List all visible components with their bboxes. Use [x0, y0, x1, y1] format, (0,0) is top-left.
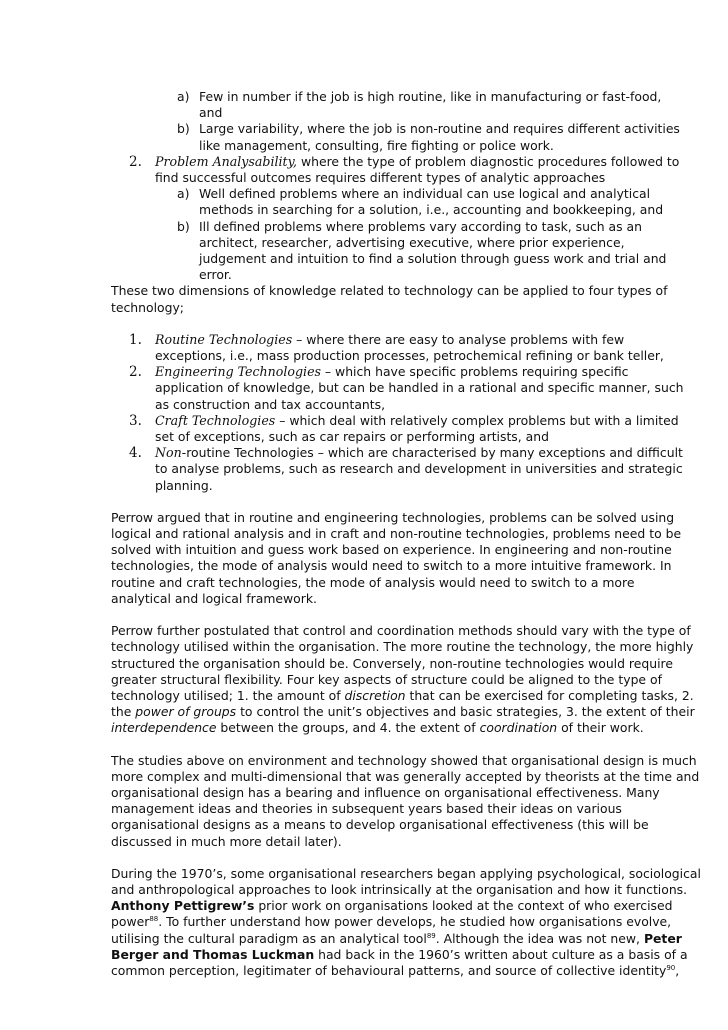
text-line: technologies, the mode of analysis would need to switch to a more intuitive framework. In [111, 558, 672, 574]
text-run: prior work on organisations looked at the context of who exercised [254, 898, 673, 914]
text-run: . Although the idea was not new, [435, 930, 644, 946]
text-line: methods in searching for a solution, i.e., accounting and bookkeeping, and [199, 202, 664, 218]
text-line: planning. [155, 477, 213, 493]
text-run: the [111, 704, 136, 720]
list-marker: 3. [129, 412, 142, 429]
text-line: organisational designs as a means to develop organisational effectiveness (this will be [111, 817, 649, 833]
text-line: The studies above on environment and technology showed that organisational design is much [111, 752, 697, 768]
text-line: set of exceptions, such as car repairs or performing artists, and [155, 429, 549, 445]
list-marker: b) [177, 218, 190, 234]
document-page [111, 89, 701, 979]
text-line: error. [199, 267, 232, 283]
text-run: technology utilised; 1. the amount of [111, 687, 345, 703]
list-marker: b) [177, 121, 190, 137]
list-marker: a) [177, 89, 190, 104]
list-marker: a) [177, 186, 190, 202]
text-line: Large variability, where the job is non-routine and requires different activities [199, 121, 680, 137]
footnote-ref[interactable]: 88 [149, 915, 159, 924]
text-line: Few in number if the job is high routine, like in manufacturing or fast-food, [199, 89, 662, 104]
emphasis: interdependence [111, 720, 217, 736]
text-line: judgement and intuition to find a solution through guess work and trial and [199, 251, 667, 267]
list-marker: 2. [129, 153, 142, 170]
text-line: organisational design has a bearing and influence on organisational effectiveness. Many [111, 784, 660, 800]
term: Craft Technologies [155, 412, 276, 428]
text-line [111, 930, 682, 947]
text-line [111, 687, 694, 704]
text-line: more complex and multi-dimensional that was generally accepted by theorists at the time and [111, 768, 700, 784]
text-line: Perrow further postulated that control and coordination methods should vary with the type of [111, 623, 691, 639]
text-line: discussed in much more detail later). [111, 833, 342, 849]
text-line: technology utilised within the organisation. The more routine the technology, the more highly [111, 639, 694, 655]
text-line: These two dimensions of knowledge related to technology can be applied to four types of [111, 283, 668, 299]
text-line: and anthropological approaches to look intrinsically at the organisation and how it functions. [111, 881, 688, 897]
text-line [111, 946, 688, 963]
footnote-ref[interactable]: 90 [666, 963, 676, 972]
list-item [111, 364, 629, 381]
term: Engineering Technologies [155, 364, 321, 380]
emphasis: power of groups [135, 704, 237, 720]
text-line: – which have specific problems requiring specific [320, 364, 629, 380]
emphasis: discretion [344, 687, 406, 703]
text-line: architect, researcher, advertising executive, where prior experience, [199, 234, 625, 250]
emphasis: coordination [479, 720, 558, 736]
text-line: Ill defined problems where problems vary according to task, such as an [199, 218, 642, 234]
list-item [111, 218, 642, 235]
text-line: as construction and tax accountants, [155, 396, 386, 412]
text-run: to control the unit’s objectives and basic strategies, 3. the extent of their [236, 704, 695, 720]
paragraph [111, 865, 701, 979]
text-line: find successful outcomes requires different types of analytic approaches [155, 170, 606, 186]
text-run: utilising the cultural paradigm as an analytical tool [111, 930, 427, 946]
text-line: solved with intuition and guess work based on experience. In engineering and non-routine [111, 542, 672, 558]
text-line [111, 898, 673, 914]
text-run: power [111, 914, 150, 930]
term: Non [155, 445, 182, 461]
text-line: structured the organisation should be. Conversely, non-routine technologies would require [111, 655, 673, 671]
text-run: , [675, 962, 680, 978]
list-marker: 4. [129, 445, 142, 462]
text-line: During the 1970’s, some organisational researchers began applying psychological, sociological [111, 865, 701, 881]
text-line: Well defined problems where an individual can use logical and analytical [199, 186, 651, 202]
text-line: exceptions, i.e., mass production processes, petrochemical refining or bank teller, [155, 348, 664, 364]
list-item [111, 89, 662, 105]
list-item [111, 186, 651, 202]
text-line [111, 720, 644, 736]
text-line: logical and rational analysis and in craft and non-routine technologies, problems need to be [111, 526, 682, 542]
paragraph [111, 752, 700, 850]
author-name: Berger and Thomas Luckman [111, 946, 315, 962]
text-run: had back in the 1960’s written about culture as a basis of a [314, 946, 688, 962]
author-name: Anthony Pettigrew’s [111, 898, 255, 914]
text-line: and [199, 105, 223, 121]
list-item [111, 412, 679, 429]
text-line: where the type of problem diagnostic procedures followed to [297, 153, 680, 169]
list-item [111, 121, 680, 137]
list-marker: 2. [129, 364, 142, 381]
term: Problem Analysability, [155, 153, 298, 169]
text-run: common perception, legitimater of behavioural patterns, and source of collective identity [111, 962, 667, 978]
text-line [111, 704, 695, 720]
text-line: – where there are easy to analyse problems with few [292, 331, 625, 347]
text-line: analytical and logical framework. [111, 590, 317, 606]
footnote-ref[interactable]: 89 [426, 931, 436, 940]
text-line: routine and craft technologies, the mode of analysis would need to switch to a more [111, 574, 635, 590]
text-line: -routine Technologies – which are characterised by many exceptions and difficult [181, 445, 683, 461]
paragraph [111, 509, 682, 607]
text-line: application of knowledge, but can be handled in a rational and specific manner, such [155, 380, 684, 396]
text-line [111, 914, 672, 930]
text-run: that can be exercised for completing tasks, 2. [405, 687, 694, 703]
author-name: Peter [643, 930, 682, 946]
paragraph [111, 623, 695, 736]
text-line: greater structural flexibility. Four key aspects of structure could be aligned to the type of [111, 671, 662, 687]
list-item [111, 445, 683, 462]
text-run: between the groups, and 4. the extent of [216, 720, 480, 736]
text-line: technology; [111, 299, 184, 315]
text-line [111, 962, 680, 979]
text-line: – which deal with relatively complex problems but with a limited [275, 412, 679, 428]
list-marker: 1. [129, 331, 142, 348]
text-run: . To further understand how power develops, he studied how organisations evolve, [158, 914, 672, 930]
text-run: of their work. [557, 720, 644, 736]
text-line: to analyse problems, such as research and development in universities and strategic [155, 461, 683, 477]
list-item [111, 153, 680, 170]
text-line: like management, consulting, fire fighting or police work. [199, 137, 554, 153]
text-line: Perrow argued that in routine and engineering technologies, problems can be solved using [111, 509, 675, 525]
list-item [111, 331, 625, 348]
text-line: management ideas and theories in subsequent years based their ideas on various [111, 801, 622, 817]
term: Routine Technologies [155, 331, 293, 347]
